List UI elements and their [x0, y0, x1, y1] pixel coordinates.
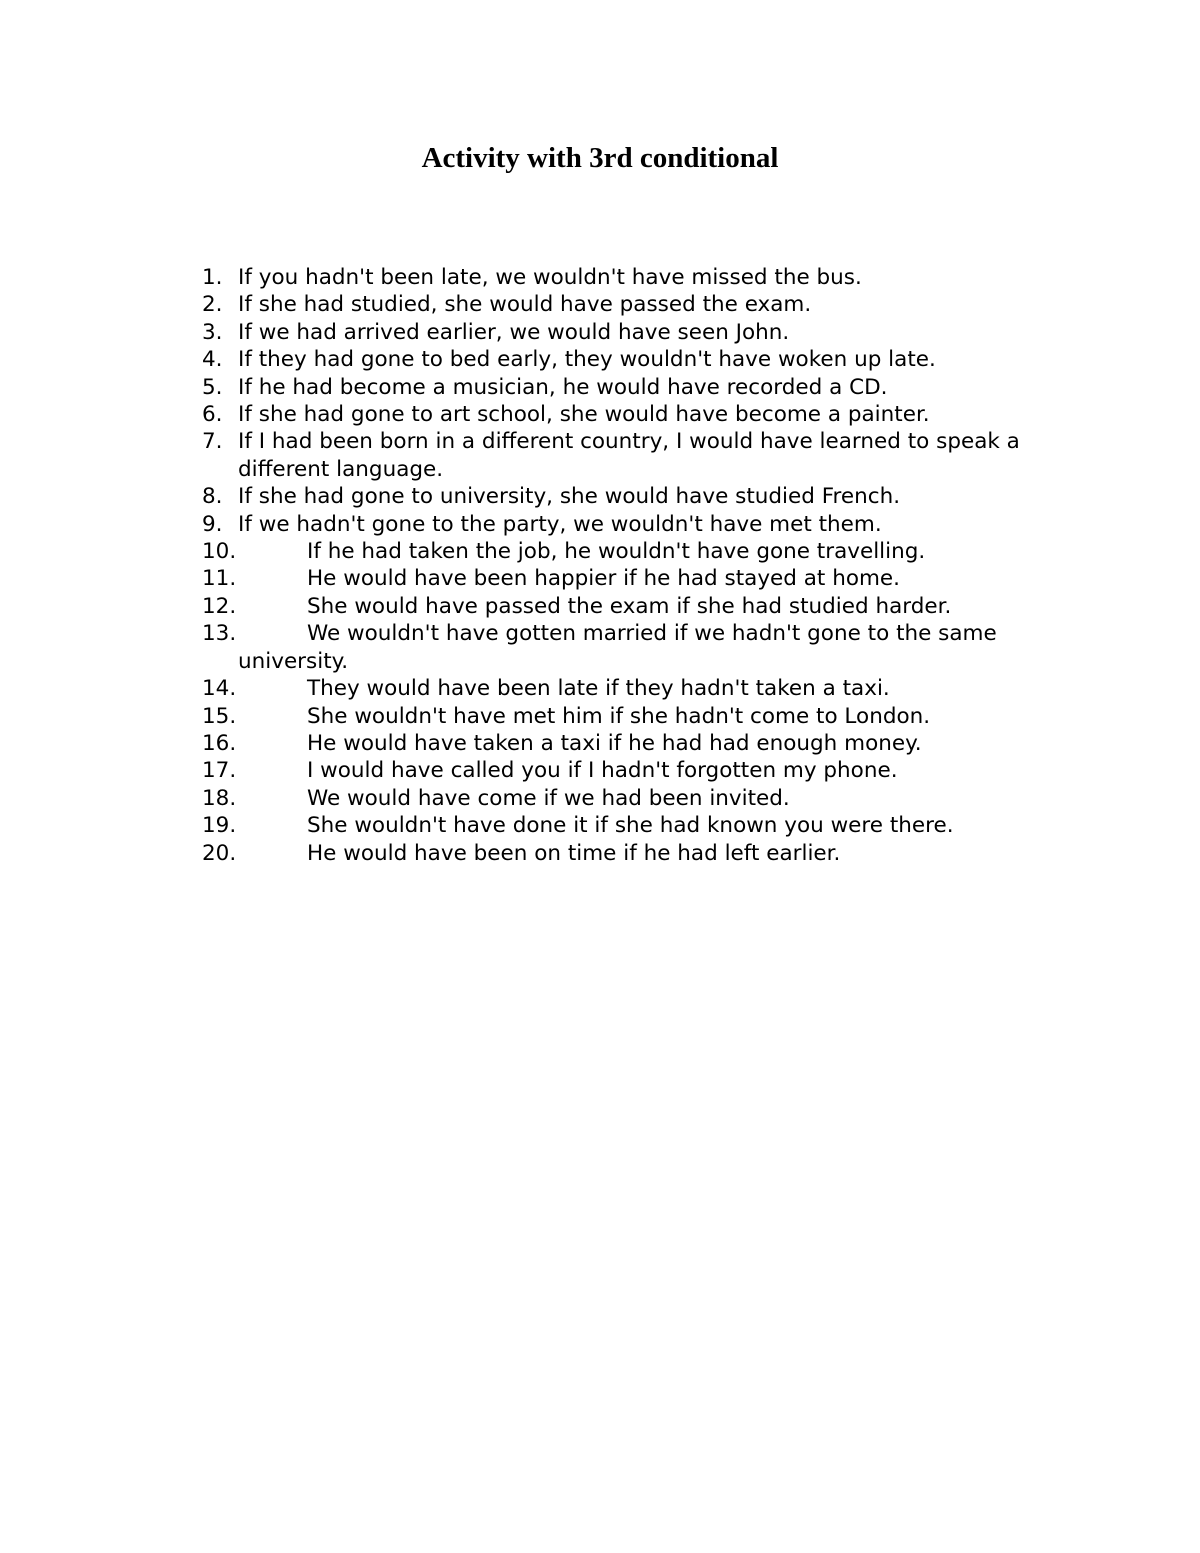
- item-text: If she had gone to art school, she would have become a painter.: [238, 402, 930, 428]
- list-item: [196, 812, 1046, 839]
- item-text: If he had taken the job, he wouldn't have gone travelling.: [307, 539, 926, 565]
- item-number: 3.: [202, 319, 223, 345]
- item-number: 11.: [202, 566, 237, 592]
- item-number: 7.: [202, 429, 223, 455]
- list-item: [196, 346, 1046, 373]
- list-item: [196, 374, 1046, 401]
- list-item: [196, 483, 1046, 510]
- list-item: [196, 730, 1046, 757]
- item-number: 4.: [202, 347, 223, 373]
- item-number: 16.: [202, 730, 237, 756]
- item-text: If we hadn't gone to the party, we wouldn't have met them.: [238, 511, 882, 537]
- item-text: We wouldn't have gotten married if we hadn't gone to the same university.: [238, 621, 997, 674]
- item-text: He would have been on time if he had left earlier.: [307, 840, 841, 866]
- item-text: If they had gone to bed early, they wouldn't have woken up late.: [238, 347, 936, 373]
- item-number: 6.: [202, 402, 223, 428]
- item-text: She wouldn't have done it if she had known you were there.: [307, 813, 954, 839]
- item-text: She would have passed the exam if she had studied harder.: [307, 593, 952, 619]
- activity-list: [196, 264, 1046, 867]
- item-text: If he had become a musician, he would have recorded a CD.: [238, 374, 888, 400]
- list-item: [196, 675, 1046, 702]
- item-text: If she had gone to university, she would have studied French.: [238, 484, 901, 510]
- page-title: Activity with 3rd conditional: [421, 142, 779, 174]
- item-text: I would have called you if I hadn't forgotten my phone.: [307, 758, 898, 784]
- list-item: [196, 538, 1046, 565]
- list-item: [196, 319, 1046, 346]
- item-number: 15.: [202, 703, 237, 729]
- list-item: [196, 840, 1046, 867]
- item-text: He would have taken a taxi if he had had enough money.: [307, 730, 922, 756]
- item-number: 5.: [202, 374, 223, 400]
- item-text: She wouldn't have met him if she hadn't come to London.: [307, 703, 931, 729]
- item-number: 12.: [202, 593, 237, 619]
- list-item: [196, 757, 1046, 784]
- item-number: 14.: [202, 676, 237, 702]
- list-item: [196, 785, 1046, 812]
- item-number: 19.: [202, 813, 237, 839]
- item-number: 18.: [202, 785, 237, 811]
- item-text: If she had studied, she would have passed the exam.: [238, 292, 812, 318]
- item-text: They would have been late if they hadn't taken a taxi.: [307, 676, 890, 702]
- list-item: [196, 565, 1046, 592]
- item-text: If you hadn't been late, we wouldn't have missed the bus.: [238, 265, 862, 290]
- item-number: 17.: [202, 758, 237, 784]
- item-text: He would have been happier if he had stayed at home.: [307, 566, 900, 592]
- list-item: [196, 511, 1046, 538]
- list-item: [196, 703, 1046, 730]
- list-item: [196, 620, 1046, 675]
- item-number: 10.: [202, 539, 237, 565]
- item-text: We would have come if we had been invited.: [307, 785, 790, 811]
- list-item: [196, 593, 1046, 620]
- list-item: [196, 264, 1046, 291]
- item-number: 8.: [202, 484, 223, 510]
- list-item: [196, 291, 1046, 318]
- list-item: [196, 428, 1046, 483]
- item-text: If I had been born in a different country, I would have learned to speak a different language.: [238, 429, 1020, 482]
- item-number: 2.: [202, 292, 223, 318]
- item-text: If we had arrived earlier, we would have seen John.: [238, 319, 790, 345]
- item-number: 13.: [202, 621, 237, 647]
- item-number: 20.: [202, 840, 237, 866]
- list-item: [196, 401, 1046, 428]
- item-number: 1.: [202, 265, 223, 290]
- item-number: 9.: [202, 511, 223, 537]
